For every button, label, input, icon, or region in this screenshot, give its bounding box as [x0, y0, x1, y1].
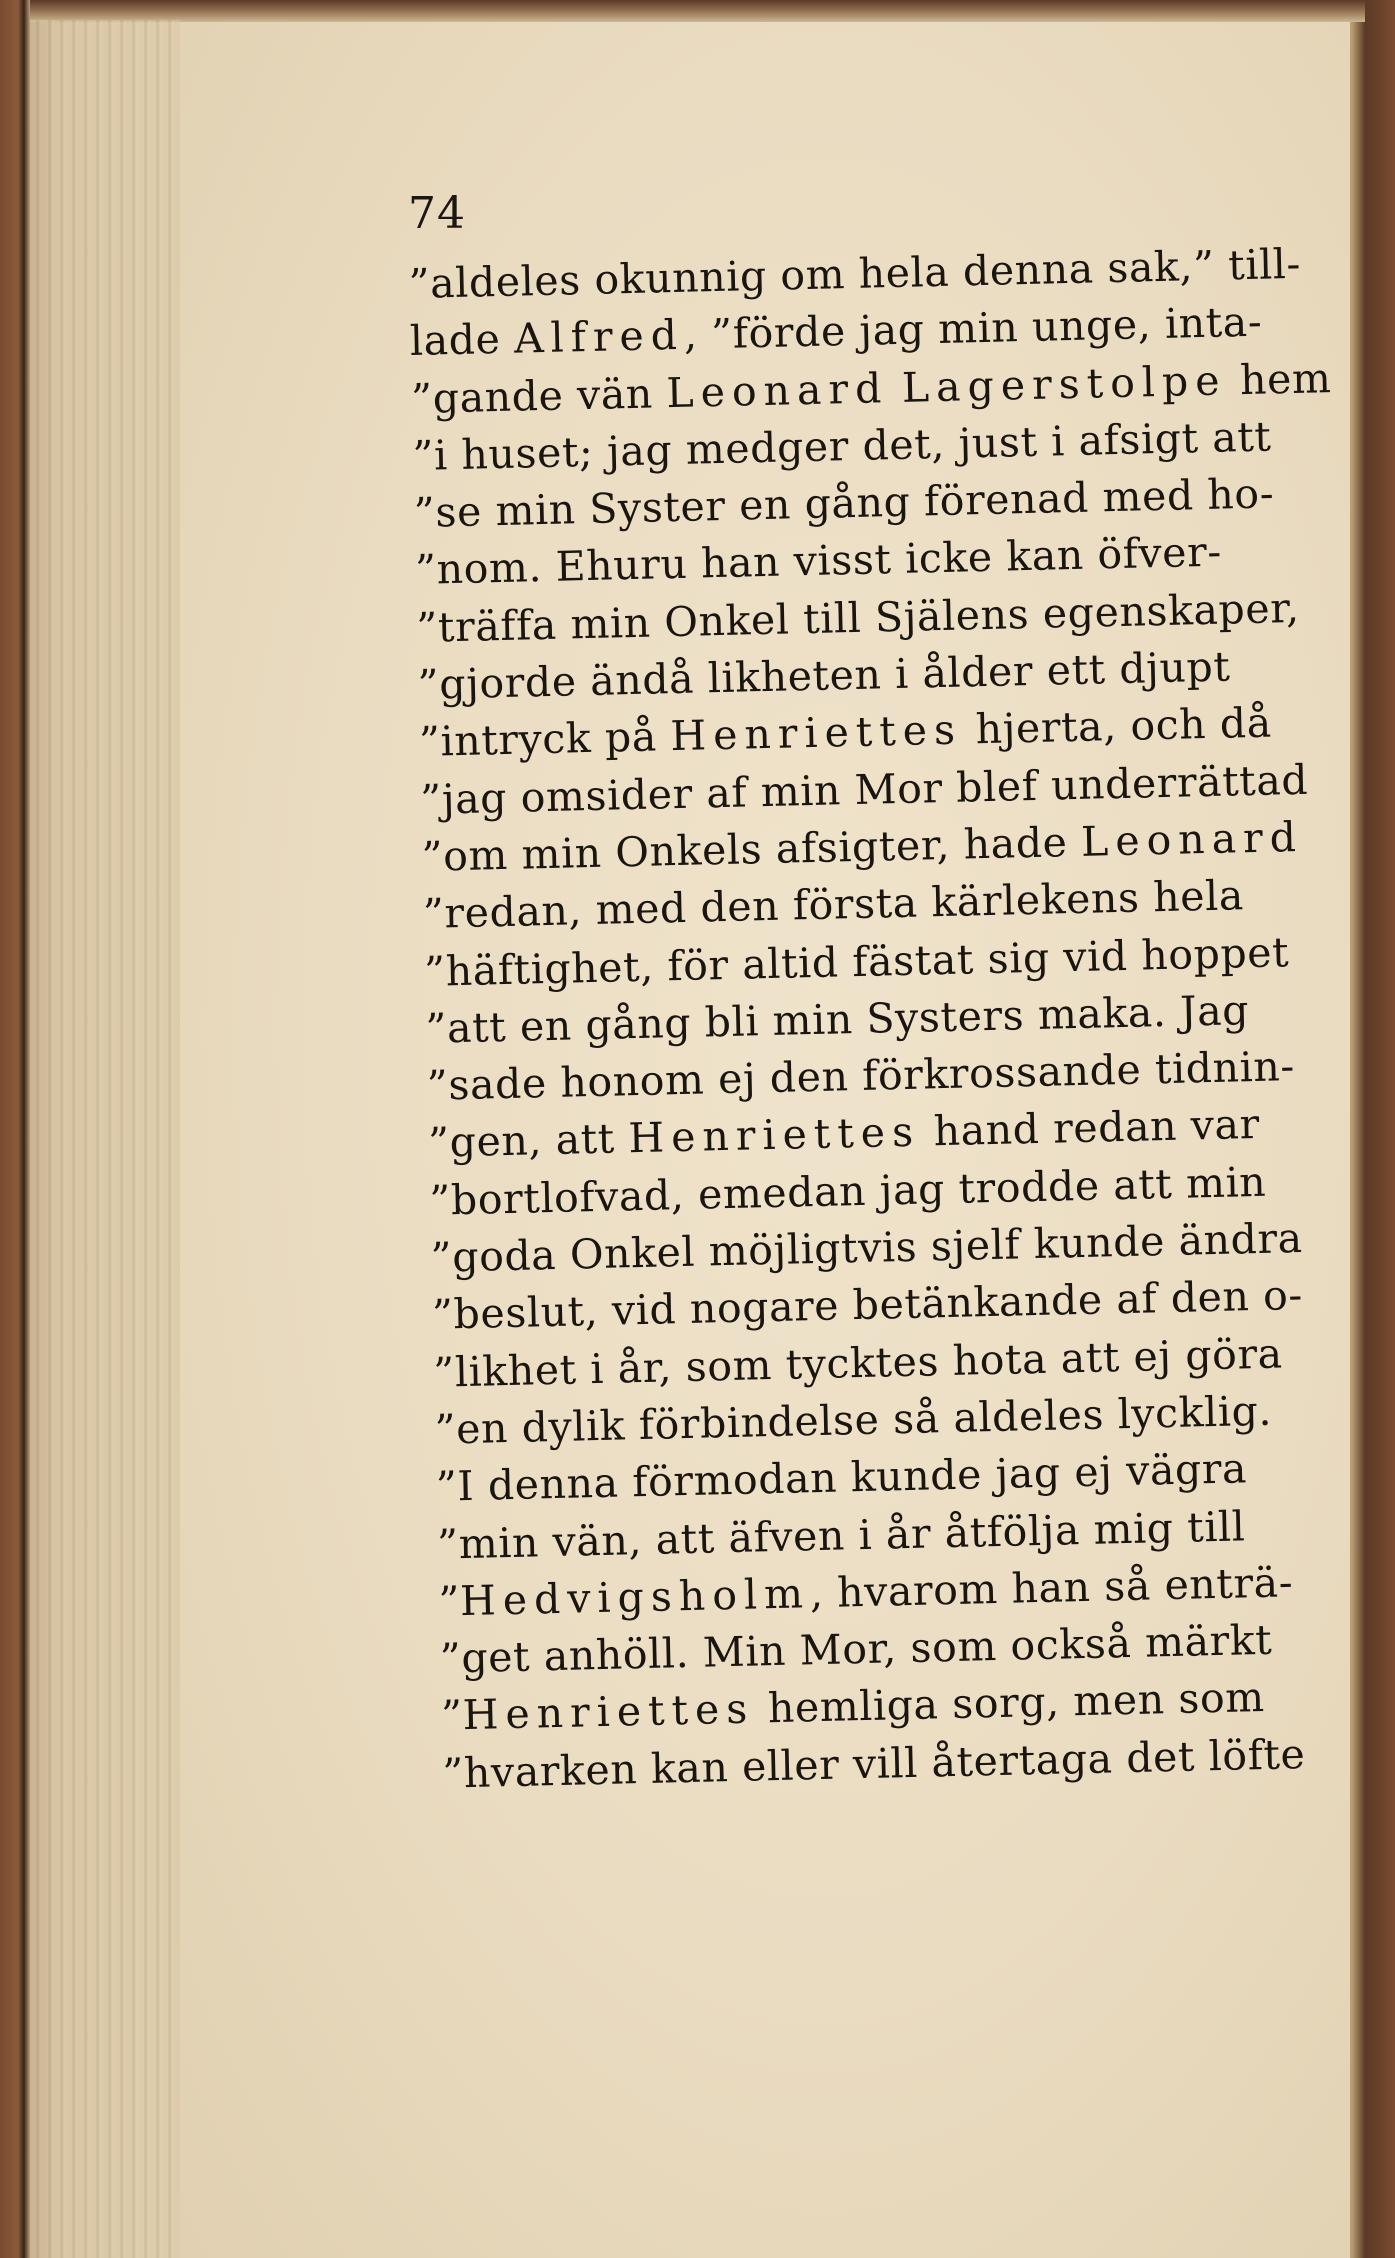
text-segment: ”gande vän — [410, 368, 667, 423]
text-segment: ”goda Onkel möjligtvis sjelf kunde ändra — [430, 1214, 1304, 1282]
text-segment: ”aldeles okunnig om hela denna sak,” till- — [408, 239, 1302, 308]
page-number: 74 — [408, 188, 466, 239]
text-segment: hemliga sorg, men som — [753, 1673, 1266, 1733]
text-segment: ”I denna förmodan kunde jag ej vägra — [435, 1444, 1248, 1511]
text-segment: ” — [437, 1576, 461, 1626]
text-segment: ”intryck på — [418, 712, 671, 767]
body-text — [408, 235, 1353, 1802]
text-segment: ”om min Onkels afsigter, hade — [421, 817, 1082, 881]
text-segment — [888, 363, 903, 411]
spaced-name: Henriettes — [627, 1108, 921, 1163]
spaced-name: Leonard — [665, 363, 889, 417]
spaced-name: Hedvigsholm — [459, 1569, 811, 1625]
text-segment: lade — [409, 314, 515, 366]
text-segment: , hvarom han så enträ- — [809, 1558, 1294, 1618]
spaced-name: Henriettes — [462, 1684, 755, 1740]
stacked-page-edges — [30, 20, 180, 2258]
text-segment: ”min vän, att äfven i år åtfölja mig till — [436, 1501, 1246, 1569]
spaced-name: Leonard — [1080, 812, 1304, 866]
text-segment: hjerta, och då — [961, 698, 1273, 754]
spaced-name: Lagerstolpe — [901, 356, 1227, 412]
text-segment: ”jag omsider af min Mor blef underrättad — [419, 755, 1309, 824]
text-segment: ”träffa min Onkel till Själens egenskaper, — [415, 583, 1301, 652]
text-segment: ”hvarken kan eller vill återtaga det löfte — [441, 1729, 1306, 1798]
book-top-edge — [30, 0, 1365, 22]
text-segment: ”gjorde ändå likheten i ålder ett djupt — [417, 642, 1231, 709]
text-segment: ”att en gång bli min Systers maka. Jag — [424, 985, 1250, 1053]
spaced-name: Alfred — [513, 311, 685, 363]
text-segment: hand redan var — [919, 1100, 1261, 1157]
text-segment: hem — [1225, 353, 1332, 405]
text-segment: ”bortlofvad, emedan jag trodde att min — [428, 1157, 1267, 1225]
text-segment: ”se min Syster en gång förenad med ho- — [413, 469, 1275, 538]
text-segment: ”redan, med den första kärlekens hela — [422, 871, 1245, 939]
text-segment: ”get anhöll. Min Mor, som också märkt — [439, 1615, 1273, 1683]
text-segment: ”gen, att — [427, 1114, 630, 1168]
text-segment: ”i huset; jag medger det, just i afsigt att — [411, 412, 1272, 480]
text-segment: ”nom. Ehuru han visst icke kan öfver- — [414, 528, 1223, 595]
text-segment: ”likhet i år, som tycktes hota att ej göra — [432, 1329, 1284, 1397]
spaced-name: Henriettes — [669, 705, 963, 761]
text-segment: ”häftighet, för altid fästat sig vid hoppet — [423, 927, 1290, 996]
text-segment: ”en dylik förbindelse så aldeles lycklig. — [434, 1386, 1273, 1454]
text-segment: ”sade honom ej den förkrossande tidnin- — [426, 1042, 1296, 1110]
text-segment: , ”förde jag min unge, inta- — [683, 297, 1263, 360]
text-segment: ”beslut, vid nogare betänkande af den o- — [431, 1271, 1304, 1340]
text-segment: ” — [440, 1691, 464, 1741]
